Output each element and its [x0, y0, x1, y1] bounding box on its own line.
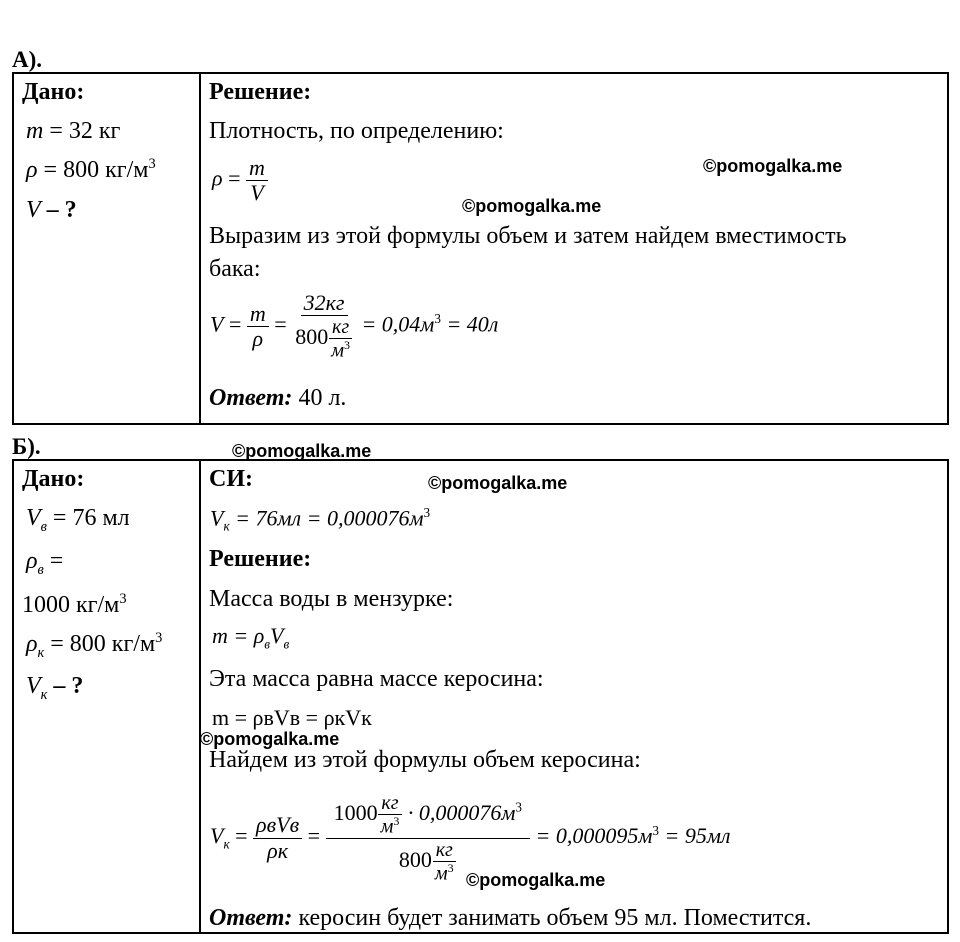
- part-b-label: Б).: [12, 434, 41, 459]
- part-b-given-kerosene-density: $\rho_к = 800$ $кг/м^3$: [26, 630, 163, 661]
- part-a-given-find: V – ?: [26, 197, 77, 223]
- part-a-given-mass: m = 32 кг: [26, 118, 121, 144]
- part-b-given-header: Дано:: [22, 466, 85, 492]
- part-a-answer: Ответ: 40 л.: [209, 385, 347, 411]
- part-a-formula1: ρ = $\frac{m}{V}$: [212, 156, 268, 205]
- part-a-given-header: Дано:: [22, 79, 85, 105]
- part-b-divider: [199, 461, 201, 932]
- watermark-2: ©pomogalka.me: [462, 196, 602, 216]
- part-a-formula2: V = $\frac{m}{\rho}$ = 32кг 800 $\frac{кг}{м^3}$ = $0,04м^3 = 40л$: [210, 290, 499, 362]
- part-b-si-formula: $V_к = 76мл = 0,000076м^3$: [210, 505, 431, 534]
- part-b-formula3: $V_к$ = $\frac{\text{ρвVв}}{\rho к}$ = 1000 $\frac{кг}{м^3}$ · $0,000076м^3$ 800 $\frac{кг}{м^3}$ = $0,000095м^3 = 95мл$: [210, 792, 731, 885]
- part-a-line1: Плотность, по определению:: [209, 118, 504, 144]
- watermark-6: ©pomogalka.me: [466, 870, 606, 890]
- part-b-given-water-density: $\rho_в$ =: [26, 548, 64, 578]
- part-a-given-density: ρ = 800 $кг/м^3$: [26, 156, 156, 183]
- part-b-given-water-density-value: 1000 $кг/м^3$: [22, 591, 127, 618]
- part-a-line2: Выразим из этой формулы объем и затем найдем вместимость: [209, 223, 847, 249]
- part-b-given-water-volume: $V_в = 76$ мл: [26, 505, 130, 535]
- watermark-5: ©pomogalka.me: [200, 729, 340, 749]
- part-a-line3: бака:: [209, 256, 261, 282]
- part-a-label: А).: [12, 47, 43, 72]
- part-b-given-find: $V_к$ – ?: [26, 673, 84, 703]
- part-b-formula1: $m = \rho_вV_в$: [212, 623, 290, 652]
- part-b-answer: Ответ: керосин будет занимать объем 95 мл. Поместится.: [209, 905, 812, 931]
- part-b-formula2: m = ρвVв = ρкVк: [212, 705, 372, 730]
- part-b-line1: Масса воды в мензурке:: [209, 586, 454, 612]
- part-b-line3: Найдем из этой формулы объем керосина:: [209, 747, 641, 773]
- part-b-solution-header: Решение:: [209, 546, 312, 572]
- part-a-divider: [199, 74, 201, 423]
- part-a-solution-header: Решение:: [209, 79, 312, 105]
- watermark-3: ©pomogalka.me: [232, 441, 372, 461]
- watermark-4: ©pomogalka.me: [428, 473, 568, 493]
- part-b-si-header: СИ:: [209, 466, 253, 492]
- part-b-line2: Эта масса равна массе керосина:: [209, 666, 544, 692]
- watermark-1: ©pomogalka.me: [703, 156, 843, 176]
